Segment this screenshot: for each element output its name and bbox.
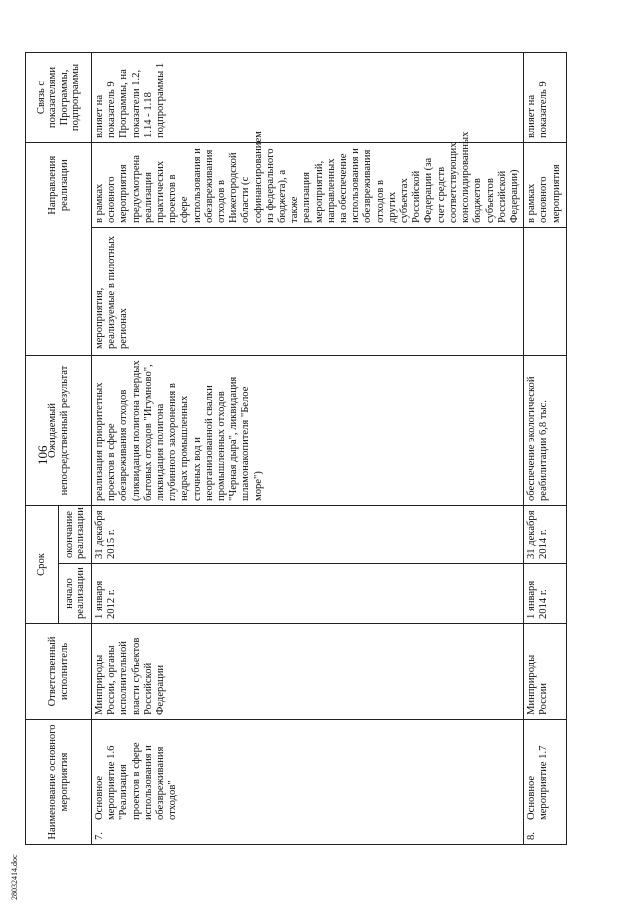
page-number: 106 bbox=[35, 445, 50, 465]
carryover-directions: мероприятия, реализуемые в пилотных регионах bbox=[92, 228, 524, 356]
row-blank bbox=[524, 228, 567, 356]
row-start: 1 января 2012 г. bbox=[92, 564, 524, 624]
row-end: 31 декабря 2015 г. bbox=[92, 506, 524, 564]
header-name: Наименование основного мероприятия bbox=[26, 720, 92, 845]
header-term: Срок bbox=[26, 506, 59, 624]
row-number: 7. bbox=[94, 832, 105, 840]
header-end: окончание реализации bbox=[59, 506, 92, 564]
row-link: влияет на показатель 9 Программы, на показатели 1.2, 1.14 - 1.18 подпрограммы 1 bbox=[92, 53, 524, 143]
header-link: Связь с показателями Программы, подпрограммы bbox=[26, 53, 92, 143]
table-row bbox=[524, 53, 567, 845]
row-name-cell bbox=[524, 720, 567, 845]
footer-code-part1: 2803 bbox=[10, 884, 19, 900]
row-link: влияет на показатель 9 bbox=[524, 53, 567, 143]
row-executor: Минприроды России bbox=[524, 624, 567, 720]
row-name-wrap bbox=[94, 724, 179, 840]
footer-doc-code bbox=[10, 854, 19, 900]
row-name: Основное мероприятие 1.7 bbox=[526, 745, 550, 820]
header-directions: Направления реализации bbox=[26, 143, 92, 228]
row-name-cell bbox=[92, 720, 524, 845]
row-result: обеспечение экологической реабилитации 6,8 тыс. bbox=[524, 356, 567, 506]
footer-code-part2: 2414.doc bbox=[10, 854, 19, 884]
header-start: начало реализации bbox=[59, 564, 92, 624]
row-directions: в рамках основного мероприятия предусмотрена реализация практических проектов в сфере использования и обезвреживания отходов в Нижегородской области (с софинансированием из федерального бюджета), а также реализация мероприятий, направленных на обеспечение использования и обезвреживания отходов в других субъектах Российской Федерации (за счет средств соответствующих консолидированных бюджетов субъектов Российской Федерации) bbox=[92, 143, 524, 228]
measures-table bbox=[25, 52, 567, 845]
row-name: Основное мероприятие 1.6 "Реализация проектов в сфере использования и обезвреживания отходов" bbox=[94, 742, 179, 820]
row-start: 1 января 2014 г. bbox=[524, 564, 567, 624]
row-name-wrap bbox=[526, 724, 550, 840]
row-end: 31 декабря 2014 г. bbox=[524, 506, 567, 564]
table-row bbox=[92, 53, 524, 845]
header-result: Ожидаемый непосредственный результат bbox=[26, 356, 92, 506]
row-number: 8. bbox=[526, 832, 538, 840]
header-row-1 bbox=[26, 53, 59, 845]
row-result: реализация приоритетных проектов в сфере обезвреживания отходов (ликвидация полигона твердых бытовых отходов "Игумново", ликвидация полигона глубинного захоронения в недрах промышленных сточных вод и неорганизованной свалки промышленных отходов "Черная дыра", ликвидация шламонакопителя "Белое море") bbox=[92, 356, 524, 506]
carryover-cell bbox=[26, 228, 92, 356]
row-directions: в рамках основного мероприятия bbox=[524, 143, 567, 228]
row-executor: Минприроды России, органы исполнительной власти субъектов Российской Федерации bbox=[92, 624, 524, 720]
header-executor: Ответственный исполнитель bbox=[26, 624, 92, 720]
